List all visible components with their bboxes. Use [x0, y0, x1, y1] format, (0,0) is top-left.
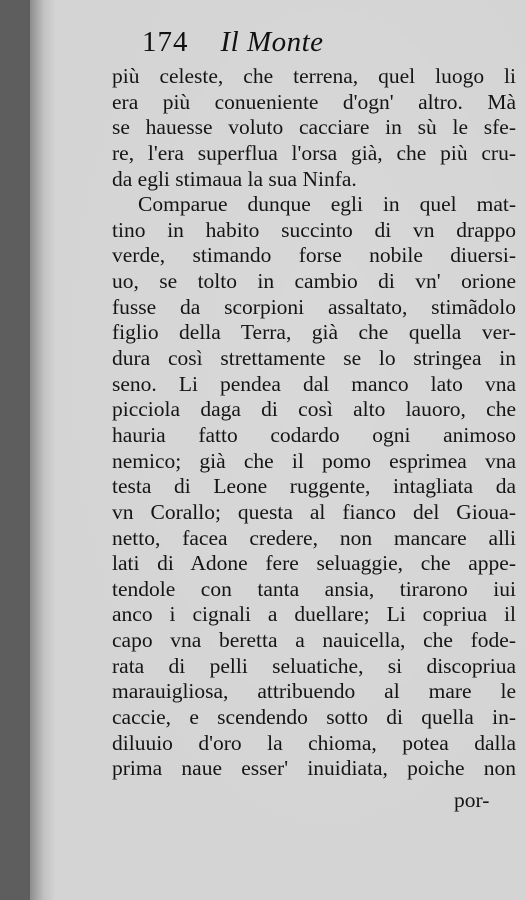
text-line: marauigliosa, attribuendo al mare le: [112, 679, 516, 704]
catchword: por-: [454, 788, 490, 812]
text-line: prima naue esser' inuidiata, poiche non: [112, 756, 516, 781]
text-line: più celeste, che terrena, quel luogo li: [112, 64, 516, 88]
text-line: testa di Leone ruggente, intagliata da: [112, 474, 516, 499]
paragraph-start-line: Comparue dunque egli in quel mat-: [138, 192, 516, 217]
text-line: anco i cignali a duellare; Li copriua il: [112, 602, 516, 627]
text-line: se hauesse voluto cacciare in sù le sfe-: [112, 115, 516, 140]
text-line: hauria fatto codardo ogni animoso: [112, 422, 516, 447]
text-line: seno. Li pendea dal manco lato vna: [112, 371, 516, 396]
running-head: [142, 26, 324, 60]
text-line: da egli stimaua la sua Ninfa.: [112, 166, 357, 191]
text-line: vn Corallo; questa al fianco del Gioua-: [112, 499, 516, 524]
text-line: tino in habito succinto di vn drappo: [112, 217, 516, 242]
text-line: picciola daga di così alto lauoro, che: [112, 397, 516, 422]
page-gutter-shadow: [30, 0, 44, 900]
text-line: rata di pelli seluatiche, si discopriua: [112, 653, 516, 678]
text-line: dura così strettamente se lo stringea in: [112, 346, 516, 371]
text-line: tendole con tanta ansia, tirarono iui: [112, 576, 516, 601]
body-text: [112, 64, 516, 782]
text-line: lati di Adone fere seluaggie, che appe-: [112, 551, 516, 576]
text-line: verde, stimando forse nobile diuersi-: [112, 243, 516, 268]
text-line: diluuio d'oro la chioma, potea dalla: [112, 730, 516, 755]
text-line: caccie, e scendendo sotto di quella in-: [112, 705, 516, 730]
text-line: nemico; già che il pomo esprimea vna: [112, 448, 516, 473]
text-line: re, l'era superflua l'orsa già, che più cru-: [112, 140, 516, 165]
page-heading: Il Monte: [220, 26, 324, 58]
text-line: era più conueniente d'ogn' altro. Mà: [112, 89, 516, 114]
text-line: figlio della Terra, già che quella ver-: [112, 320, 516, 345]
page-number: 174: [142, 26, 189, 58]
text-line: netto, facea credere, non mancare alli: [112, 525, 516, 550]
text-line: uo, se tolto in cambio di vn' orione: [112, 269, 516, 294]
text-line: capo vna beretta a nauicella, che fode-: [112, 628, 516, 653]
book-page: [30, 0, 526, 900]
text-line: fusse da scorpioni assaltato, stimãdolo: [112, 294, 516, 319]
